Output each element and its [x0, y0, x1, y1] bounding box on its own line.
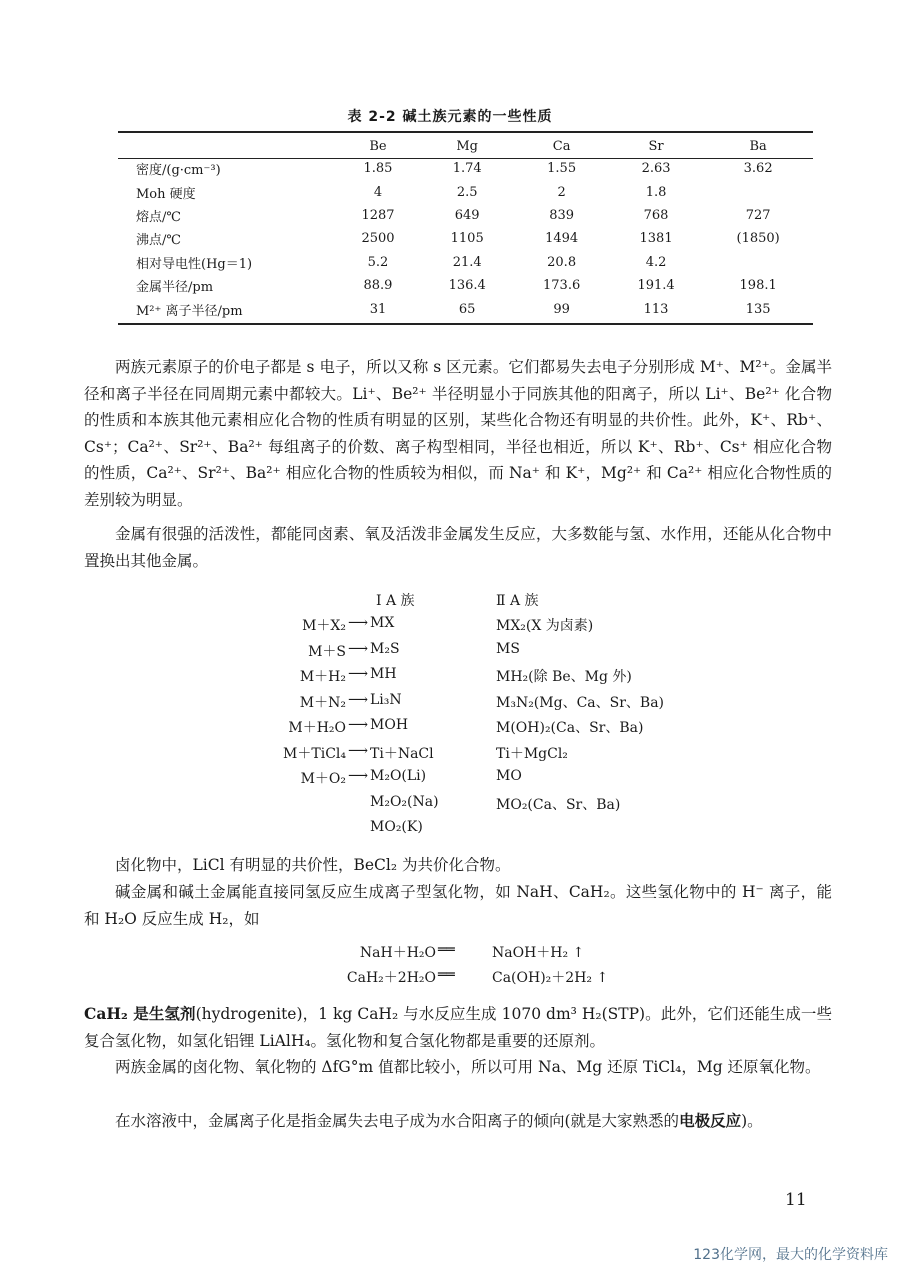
scheme-group-1-product: Ti＋NaCl — [370, 745, 434, 762]
table-cell: 1.8 — [645, 184, 667, 200]
table-row-density — [118, 157, 813, 180]
scheme-header-group-2: Ⅱ A 族 — [496, 593, 539, 609]
paragraph-ionization — [84, 1108, 832, 1135]
table-cell — [703, 251, 813, 274]
reaction-arrow-icon: ⟶ — [348, 666, 369, 682]
scheme-row — [222, 819, 702, 841]
paragraph-reactivity: 金属有很强的活泼性，都能同卤素、氧及活泼非金属发生反应，大多数能与氢、水作用，还能从化合物中置换出其他金属。 — [84, 525, 832, 570]
row-label: 密度/(g·cm⁻³) — [136, 163, 221, 179]
reaction-arrow-icon: ⟶ — [348, 768, 369, 784]
scheme-reactants: M＋X₂ — [302, 618, 346, 634]
table-cell: (1850) — [736, 231, 780, 247]
table-caption: 表 2-2 碱土族元素的一些性质 — [347, 109, 553, 125]
table-cell: 136.4 — [448, 278, 486, 294]
table-cell: 21.4 — [452, 254, 482, 270]
scheme-group-1-product: M₂O₂(Na) — [370, 793, 439, 810]
page-number: 11 — [785, 1190, 807, 1210]
table-cell: 727 — [745, 207, 771, 223]
scheme-group-2-product: M₃N₂(Mg、Ca、Sr、Ba) — [496, 694, 665, 711]
row-label: 沸点/℃ — [136, 233, 181, 249]
table-cell: 1.74 — [452, 161, 482, 177]
scheme-header-group-1: Ⅰ A 族 — [376, 593, 415, 609]
reaction-arrow-icon: ⟶ — [348, 717, 369, 733]
table-cell: 2 — [557, 184, 566, 200]
row-label: M²⁺ 离子半径/pm — [136, 303, 243, 319]
reaction-arrow-icon: ⟶ — [348, 615, 369, 631]
table-cell: 3.62 — [743, 161, 773, 177]
table-cell: 5.2 — [367, 254, 389, 270]
table-cell: 1287 — [361, 207, 395, 223]
reaction-arrow-icon: ⟶ — [348, 742, 369, 759]
scheme-row — [222, 743, 702, 765]
paragraph-text: (hydrogenite)，1 kg CaH₂ 与水反应生成 1070 dm³ H₂(STP)。此外，它们还能生成一些复合氢化物，如氢化铝锂 LiAlH₄。氢化物和复合氢化物都是重要的还原剂。 — [84, 1005, 832, 1050]
scheme-row — [222, 794, 702, 816]
table-row-metal-radius — [118, 274, 813, 297]
equation-left: CaH₂＋2H₂O — [346, 970, 436, 986]
table-bottom-rule — [118, 323, 813, 325]
paragraph-hydrides: 碱金属和碱土金属能直接同氢反应生成离子型氢化物，如 NaH、CaH₂。这些氢化物中的 H⁻ 离子，能和 H₂O 反应生成 H₂，如 — [84, 883, 832, 928]
table-cell: 31 — [369, 301, 387, 317]
table-row-ion-radius — [118, 297, 813, 320]
table-cell: 1105 — [450, 231, 484, 247]
table-cell: 113 — [643, 301, 669, 317]
table-cell: 20.8 — [547, 254, 577, 270]
equation-right: NaOH＋H₂ ↑ — [492, 945, 585, 961]
reaction-arrow-icon: ⟶ — [348, 691, 369, 708]
scheme-reactants: M＋N₂ — [299, 694, 346, 711]
table-cell: 4.2 — [645, 254, 667, 270]
scheme-group-2-product: MO — [496, 768, 522, 784]
column-header-ba: Ba — [749, 139, 767, 154]
table-row-boiling-point — [118, 227, 813, 250]
scheme-reactants: M＋H₂ — [299, 669, 346, 685]
row-label: 金属半径/pm — [136, 280, 214, 296]
scheme-reactants: M＋O₂ — [300, 771, 346, 787]
paragraph-hydrogenite — [84, 1001, 832, 1054]
table-cell: 191.4 — [637, 278, 675, 294]
table-cell — [703, 180, 813, 203]
table-cell: 135 — [745, 301, 771, 317]
table-cell: 198.1 — [739, 278, 777, 294]
paragraph-text: 在水溶液中，金属离子化是指金属失去电子成为水合阳离子的倾向(就是大家熟悉的 — [115, 1112, 680, 1130]
bold-term: 电极反应 — [679, 1111, 742, 1130]
scheme-group-2-product: MH₂(除 Be、Mg 外) — [496, 669, 632, 685]
scheme-group-1-product: MX — [370, 615, 395, 631]
table-cell: 88.9 — [363, 278, 393, 294]
paragraph-halides: 卤化物中，LiCl 有明显的共价性，BeCl₂ 为共价化合物。 — [115, 856, 511, 874]
table-top-rule — [118, 131, 813, 133]
scheme-reactants: M＋S — [308, 643, 346, 660]
scheme-row — [222, 641, 702, 663]
scheme-row — [222, 717, 702, 739]
table-cell: 2.5 — [456, 184, 478, 200]
scheme-row — [222, 692, 702, 714]
scheme-group-2-product: Ti＋MgCl₂ — [496, 745, 568, 762]
table-cell: 1.55 — [547, 161, 577, 177]
table-row-conductivity — [118, 251, 813, 274]
scheme-reactants: M＋TiCl₄ — [283, 745, 346, 762]
table-cell: 839 — [549, 207, 575, 223]
scheme-reactants: M＋H₂O — [288, 720, 346, 736]
equation-right: Ca(OH)₂＋2H₂ ↑ — [492, 970, 609, 986]
paragraph-reduction: 两族金属的卤化物、氧化物的 ΔfG°m 值都比较小，所以可用 Na、Mg 还原 TiCl₄，Mg 还原氧化物。 — [115, 1058, 821, 1076]
table-cell: 99 — [553, 301, 570, 317]
column-header-be: Be — [369, 139, 387, 154]
table-row-melting-point — [118, 204, 813, 227]
scheme-row — [222, 768, 702, 790]
table-cell: 65 — [458, 301, 476, 317]
scheme-group-1-product: M₂S — [370, 640, 400, 657]
table-cell: 768 — [643, 207, 669, 223]
table-cell: 2500 — [361, 231, 395, 247]
scheme-group-2-product: MS — [496, 640, 520, 657]
scheme-header-row — [222, 590, 702, 612]
equals-sign: ══ — [438, 942, 455, 958]
row-label: 相对导电性(Hg＝1) — [136, 256, 253, 272]
column-header-sr: Sr — [648, 139, 664, 154]
scheme-group-2-product: MO₂(Ca、Sr、Ba) — [496, 796, 621, 813]
table-cell: 1494 — [545, 231, 579, 247]
column-header-mg: Mg — [456, 139, 478, 154]
watermark-footer: 123化学网，最大的化学资料库 — [693, 1247, 888, 1263]
reaction-arrow-icon: ⟶ — [348, 640, 369, 657]
table-cell: 649 — [454, 207, 480, 223]
column-header-ca: Ca — [552, 139, 571, 154]
properties-table — [118, 136, 813, 321]
table-row-hardness — [118, 180, 813, 203]
scheme-group-2-product: M(OH)₂(Ca、Sr、Ba) — [496, 720, 644, 736]
row-label: 熔点/℃ — [136, 209, 181, 225]
table-cell: 4 — [373, 184, 383, 200]
scheme-row — [222, 666, 702, 688]
scheme-group-2-product: MX₂(X 为卤素) — [496, 618, 594, 634]
equals-sign: ══ — [438, 967, 455, 983]
paragraph-text-end: )。 — [741, 1112, 763, 1130]
paragraph-s-block: 两族元素原子的价电子都是 s 电子，所以又称 s 区元素。它们都易失去电子分别形成 M⁺、M²⁺。金属半径和离子半径在同周期元素中都较大。Li⁺、Be²⁺ 半径明显小于同族其他的阳离子，所以 Li⁺、Be²⁺ 化合物的性质和本族其他元素相应化合物的性质有明显的区别，某些化合物还有明显的共价性。此外，K⁺、Rb⁺、Cs⁺；Ca²⁺、Sr²⁺、Ba²⁺ 每组离子的价数、离子构型相同，半径也相近，所以 K⁺、Rb⁺、Cs⁺ 相应化合物的性质，Ca²⁺、Sr²⁺、Ba²⁺ 相应化合物的性质较为相似，而 Na⁺ 和 K⁺，Mg²⁺ 和 Ca²⁺ 相应化合物性质的差别较为明显。 — [84, 358, 832, 509]
bold-term: CaH₂ 是生氢剂 — [84, 1004, 196, 1023]
scheme-group-1-product: MH — [370, 666, 397, 682]
table-header-row — [118, 136, 813, 157]
column-header — [118, 136, 336, 157]
row-label: Moh 硬度 — [136, 186, 196, 202]
table-cell: 1.85 — [363, 161, 393, 177]
table-cell: 173.6 — [543, 278, 581, 294]
table-cell: 1381 — [639, 231, 673, 247]
equation-left: NaH＋H₂O — [359, 945, 436, 961]
scheme-group-1-product: MO₂(K) — [370, 819, 423, 835]
scheme-group-1-product: Li₃N — [370, 691, 402, 708]
scheme-group-1-product: M₂O(Li) — [370, 768, 427, 784]
scheme-row — [222, 615, 702, 637]
scheme-group-1-product: MOH — [370, 717, 409, 733]
table-cell: 2.63 — [641, 161, 671, 177]
